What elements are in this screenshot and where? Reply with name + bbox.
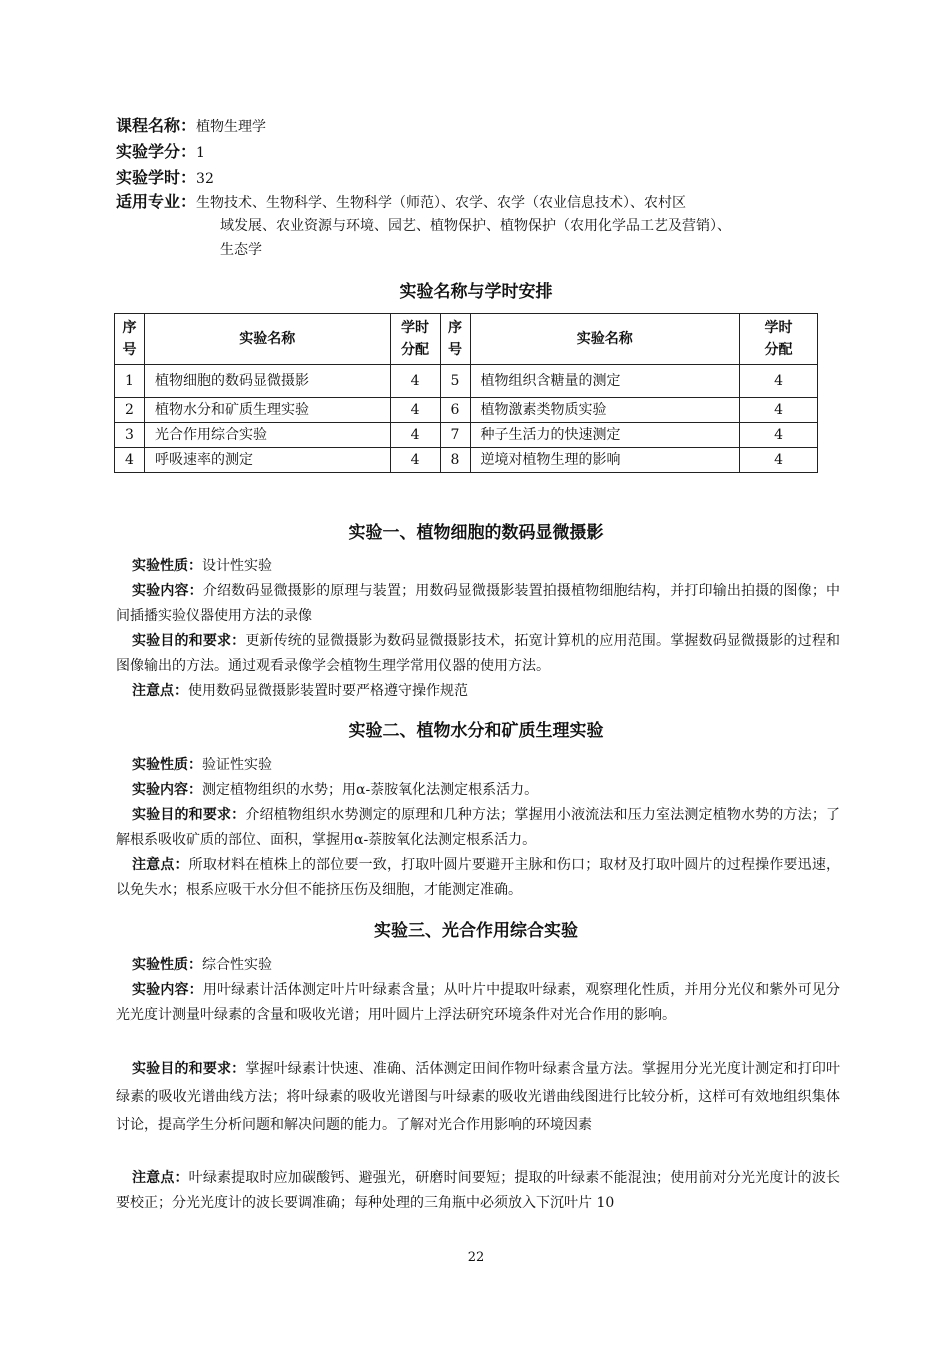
cell-hours: 4 (740, 423, 818, 448)
hours-value: 32 (196, 171, 214, 187)
cell-no: 8 (440, 448, 470, 473)
course-name-label: 课程名称 (116, 116, 181, 135)
credit-label: 实验学分 (116, 142, 181, 161)
exp2-content: 实验内容：测定植物组织的水势；用α-萘胺氧化法测定根系活力。 (132, 782, 539, 798)
exp1-goal: 实验目的和要求：更新传统的显微摄影为数码显微摄影技术，拓宽计算机的应用范围。掌握数码显微摄影的过程和图像输出的方法。通过观看录像学会植物生理学常用仪器的使用方法。 (116, 633, 841, 674)
cell-no: 2 (115, 398, 145, 423)
table-row (115, 365, 818, 398)
major-line1: 生物技术、生物科学、生物科学（师范）、农学、农学（农业信息技术）、农村区 (196, 195, 687, 211)
cell-name: 光合作用综合实验 (144, 423, 390, 448)
cell-hours: 4 (740, 365, 818, 398)
course-name-value: 植物生理学 (196, 119, 267, 135)
exp3-content: 实验内容：用叶绿素计活体测定叶片叶绿素含量；从叶片中提取叶绿素，观察理化性质，并用分光仪和紫外可见分光光度计测量叶绿素的含量和吸收光谱；用叶圆片上浮法研究环境条件对光合作用的影响。 (116, 982, 841, 1023)
header-name-a: 实验名称 (144, 314, 390, 365)
exp2-nature: 实验性质：验证性实验 (132, 757, 272, 773)
major-line3: 生态学 (220, 242, 262, 258)
cell-name: 植物组织含糖量的测定 (470, 365, 740, 398)
major-line2: 域发展、农业资源与环境、园艺、植物保护、植物保护（农用化学品工艺及营销）、 (220, 218, 731, 234)
schedule-title: 实验名称与学时安排 (399, 282, 553, 302)
table-header-row (115, 314, 818, 365)
cell-name: 植物细胞的数码显微摄影 (144, 365, 390, 398)
hours-label: 实验学时 (116, 168, 181, 187)
exp3-goal: 实验目的和要求：掌握叶绿素计快速、准确、活体测定田间作物叶绿素含量方法。掌握用分光光度计测定和打印叶绿素的吸收光谱曲线方法；将叶绿素的吸收光谱图与叶绿素的吸收光谱曲线图进行比较分析，这样可有效地组织集体讨论，提高学生分析问题和解决问题的能力。了解对光合作用影响的环境因素 (116, 1061, 841, 1133)
exp2-goal: 实验目的和要求：介绍植物组织水势测定的原理和几种方法；掌握用小液流法和压力室法测定植物水势的方法；了解根系吸收矿质的部位、面积，掌握用α-萘胺氧化法测定根系活力。 (116, 807, 841, 848)
schedule-table (114, 313, 818, 473)
cell-name: 植物水分和矿质生理实验 (144, 398, 390, 423)
table-row (115, 423, 818, 448)
table-row (115, 448, 818, 473)
cell-hours: 4 (390, 448, 440, 473)
exp2-title: 实验二、植物水分和矿质生理实验 (348, 721, 604, 741)
cell-hours: 4 (740, 398, 818, 423)
cell-no: 4 (115, 448, 145, 473)
header-hours-b: 学时分配 (740, 314, 818, 365)
header-no-a: 序号 (115, 314, 145, 365)
cell-name: 呼吸速率的测定 (144, 448, 390, 473)
exp1-content: 实验内容：介绍数码显微摄影的原理与装置；用数码显微摄影装置拍摄植物细胞结构，并打印输出拍摄的图像；中间插播实验仪器使用方法的录像 (116, 583, 841, 624)
course-name-line: 课程名称：植物生理学 (116, 116, 267, 135)
cell-no: 5 (440, 365, 470, 398)
cell-no: 3 (115, 423, 145, 448)
cell-name: 植物激素类物质实验 (470, 398, 740, 423)
exp3-nature: 实验性质：综合性实验 (132, 957, 272, 973)
header-name-b: 实验名称 (470, 314, 740, 365)
hours-line: 实验学时：32 (116, 168, 214, 187)
cell-no: 6 (440, 398, 470, 423)
cell-no: 1 (115, 365, 145, 398)
cell-hours: 4 (390, 423, 440, 448)
header-hours-a: 学时分配 (390, 314, 440, 365)
exp1-note: 注意点：使用数码显微摄影装置时要严格遵守操作规范 (132, 683, 468, 699)
exp3-title: 实验三、光合作用综合实验 (374, 921, 578, 941)
exp1-title: 实验一、植物细胞的数码显微摄影 (348, 523, 604, 543)
cell-hours: 4 (740, 448, 818, 473)
major-line: 适用专业：生物技术、生物科学、生物科学（师范）、农学、农学（农业信息技术）、农村区 (116, 192, 687, 211)
exp2-note: 注意点：所取材料在植株上的部位要一致，打取叶圆片要避开主脉和伤口；取材及打取叶圆片的过程操作要迅速，以免失水；根系应吸干水分但不能挤压伤及细胞，才能测定准确。 (116, 857, 841, 898)
cell-no: 7 (440, 423, 470, 448)
cell-name: 逆境对植物生理的影响 (470, 448, 740, 473)
header-no-b: 序号 (440, 314, 470, 365)
cell-hours: 4 (390, 398, 440, 423)
page-number: 22 (467, 1250, 485, 1265)
cell-hours: 4 (390, 365, 440, 398)
exp1-nature: 实验性质：设计性实验 (132, 558, 272, 574)
major-label: 适用专业 (116, 192, 181, 211)
credit-value: 1 (196, 145, 205, 161)
exp3-note: 注意点：叶绿素提取时应加碳酸钙、避强光，研磨时间要短；提取的叶绿素不能混浊；使用前对分光光度计的波长要校正；分光光度计的波长要调准确；每种处理的三角瓶中必须放入下沉叶片 10 (116, 1170, 841, 1211)
cell-name: 种子生活力的快速测定 (470, 423, 740, 448)
table-row (115, 398, 818, 423)
credit-line: 实验学分：1 (116, 142, 205, 161)
